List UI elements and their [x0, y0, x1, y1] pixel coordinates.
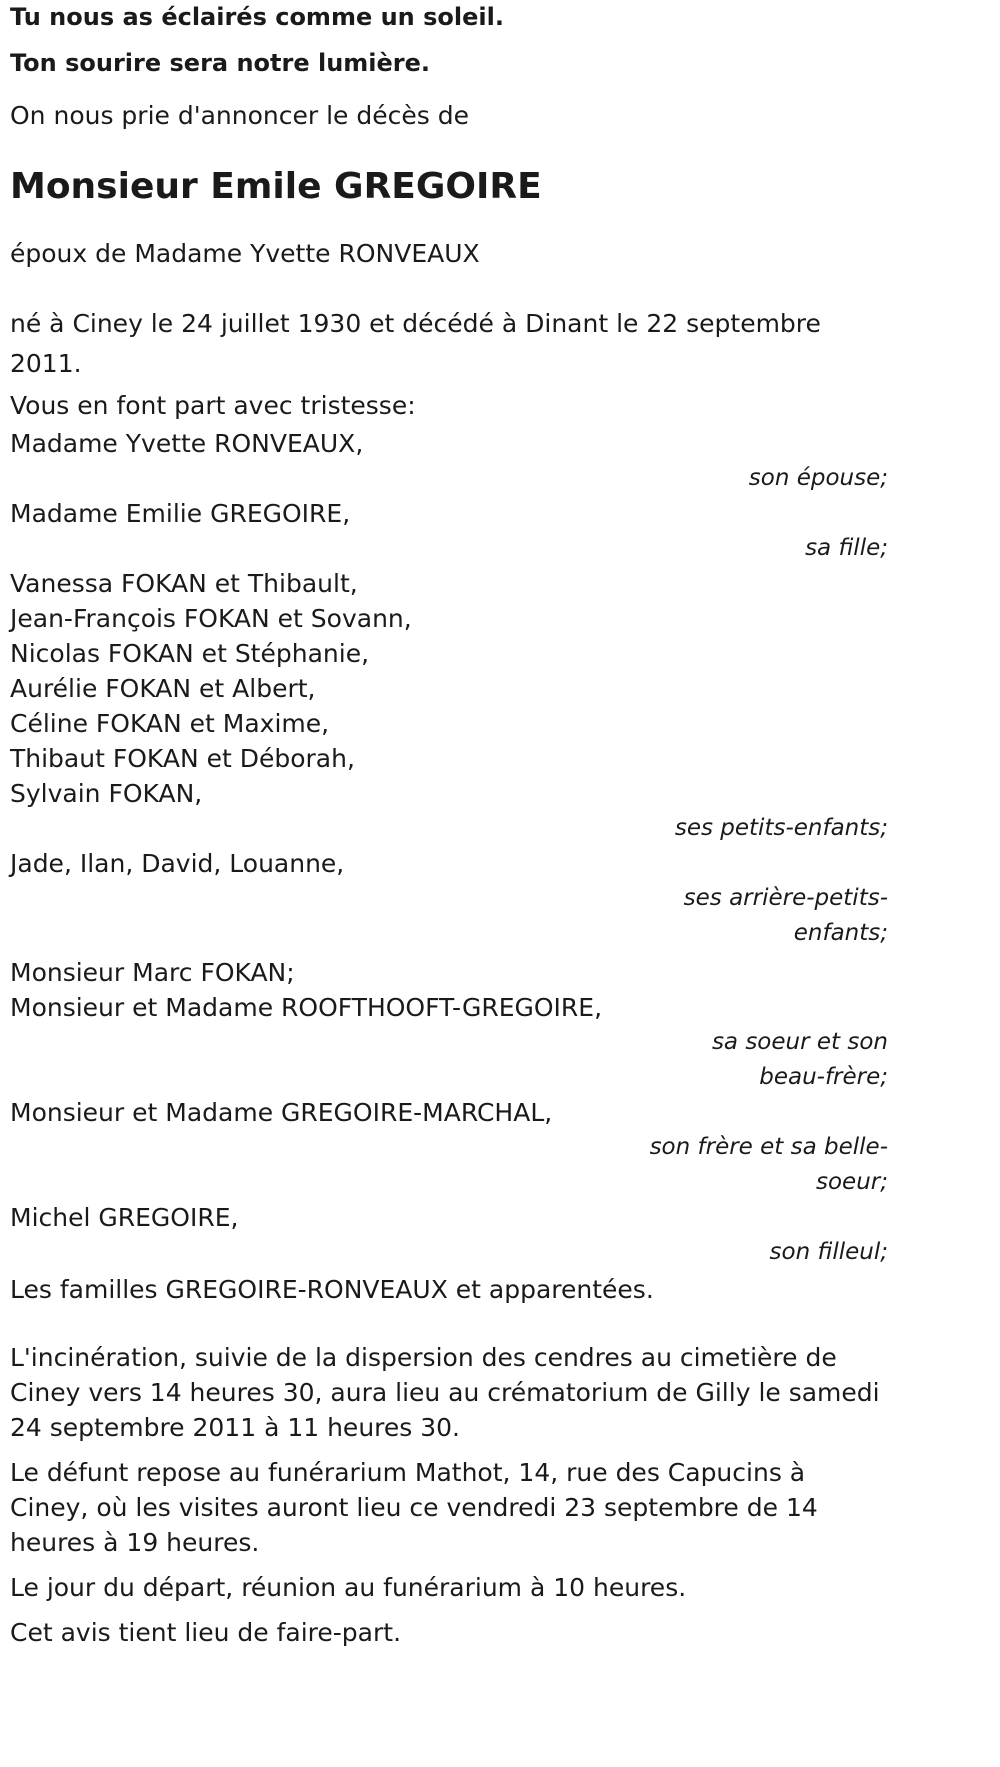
family-group-spouse — [10, 426, 888, 496]
family-intro: Vous en font part avec tristesse: — [10, 391, 416, 420]
family-member-name: Céline FOKAN et Maxime, — [10, 709, 330, 738]
relation-label: sa soeur et son beau-frère; — [711, 1029, 888, 1090]
announcement-intro: On nous prie d'annoncer le décès de — [10, 101, 469, 130]
relation-label: son épouse; — [748, 465, 888, 491]
family-group-grandchildren — [10, 566, 888, 846]
epigraph — [10, 0, 888, 80]
deceased-name: Monsieur Emile GREGOIRE — [10, 166, 542, 207]
group-names — [10, 426, 888, 461]
family-member-name: Michel GREGOIRE, — [10, 1203, 239, 1232]
relation-label: son frère et sa belle-soeur; — [649, 1134, 888, 1195]
family-member-name: Monsieur Marc FOKAN; — [10, 958, 295, 987]
family-member-name: Sylvain FOKAN, — [10, 779, 203, 808]
family-member-name: Monsieur et Madame GREGOIRE-MARCHAL, — [10, 1098, 553, 1127]
notice-paragraph: Cet avis tient lieu de faire-part. — [10, 1618, 402, 1647]
family-group-daughter — [10, 496, 888, 566]
group-names — [10, 496, 888, 531]
family-member-name: Madame Yvette RONVEAUX, — [10, 429, 364, 458]
family-member-name: Jean-François FOKAN et Sovann, — [10, 604, 412, 633]
relation-label: son filleul; — [769, 1239, 888, 1265]
epigraph-line-1: Tu nous as éclairés comme un soleil. — [10, 3, 504, 31]
family-member-name: Monsieur et Madame ROOFTHOOFT-GREGOIRE, — [10, 993, 603, 1022]
group-names — [10, 846, 888, 881]
group-names — [10, 955, 888, 1025]
family-member-name: Nicolas FOKAN et Stéphanie, — [10, 639, 370, 668]
cremation-paragraph: L'incinération, suivie de la dispersion des cendres au cimetière de Ciney vers 14 heures 30, aura lieu au crématorium de Gilly le samedi 24 septembre 2011 à 11 heures 30. — [10, 1343, 880, 1442]
family-member-name: Madame Emilie GREGOIRE, — [10, 499, 351, 528]
group-names — [10, 566, 888, 811]
families-line: Les familles GREGOIRE-RONVEAUX et apparentées. — [10, 1275, 654, 1304]
family-member-name: Aurélie FOKAN et Albert, — [10, 674, 316, 703]
spouse-line: époux de Madame Yvette RONVEAUX — [10, 239, 480, 268]
family-group-brother — [10, 1095, 888, 1200]
visitation-paragraph: Le défunt repose au funérarium Mathot, 14, rue des Capucins à Ciney, où les visites auront lieu ce vendredi 23 septembre de 14 heures à 19 heures. — [10, 1458, 818, 1557]
family-member-name: Jade, Ilan, David, Louanne, — [10, 849, 345, 878]
relation-label: ses petits-enfants; — [674, 815, 888, 841]
family-member-name: Vanessa FOKAN et Thibault, — [10, 569, 358, 598]
relation-label: sa fille; — [805, 535, 888, 561]
obituary-content — [10, 0, 888, 1660]
birth-death-line: né à Ciney le 24 juillet 1930 et décédé à Dinant le 22 septembre 2011. — [10, 309, 821, 378]
family-group-sister — [10, 955, 888, 1095]
family-group-godson — [10, 1200, 888, 1270]
family-group-great-grandchildren — [10, 846, 888, 951]
epigraph-line-2: Ton sourire sera notre lumière. — [10, 49, 431, 77]
group-names — [10, 1095, 888, 1130]
relation-label: ses arrière-petits-enfants; — [683, 885, 888, 946]
departure-paragraph: Le jour du départ, réunion au funérarium à 10 heures. — [10, 1573, 687, 1602]
group-names — [10, 1200, 888, 1235]
family-member-name: Thibaut FOKAN et Déborah, — [10, 744, 355, 773]
